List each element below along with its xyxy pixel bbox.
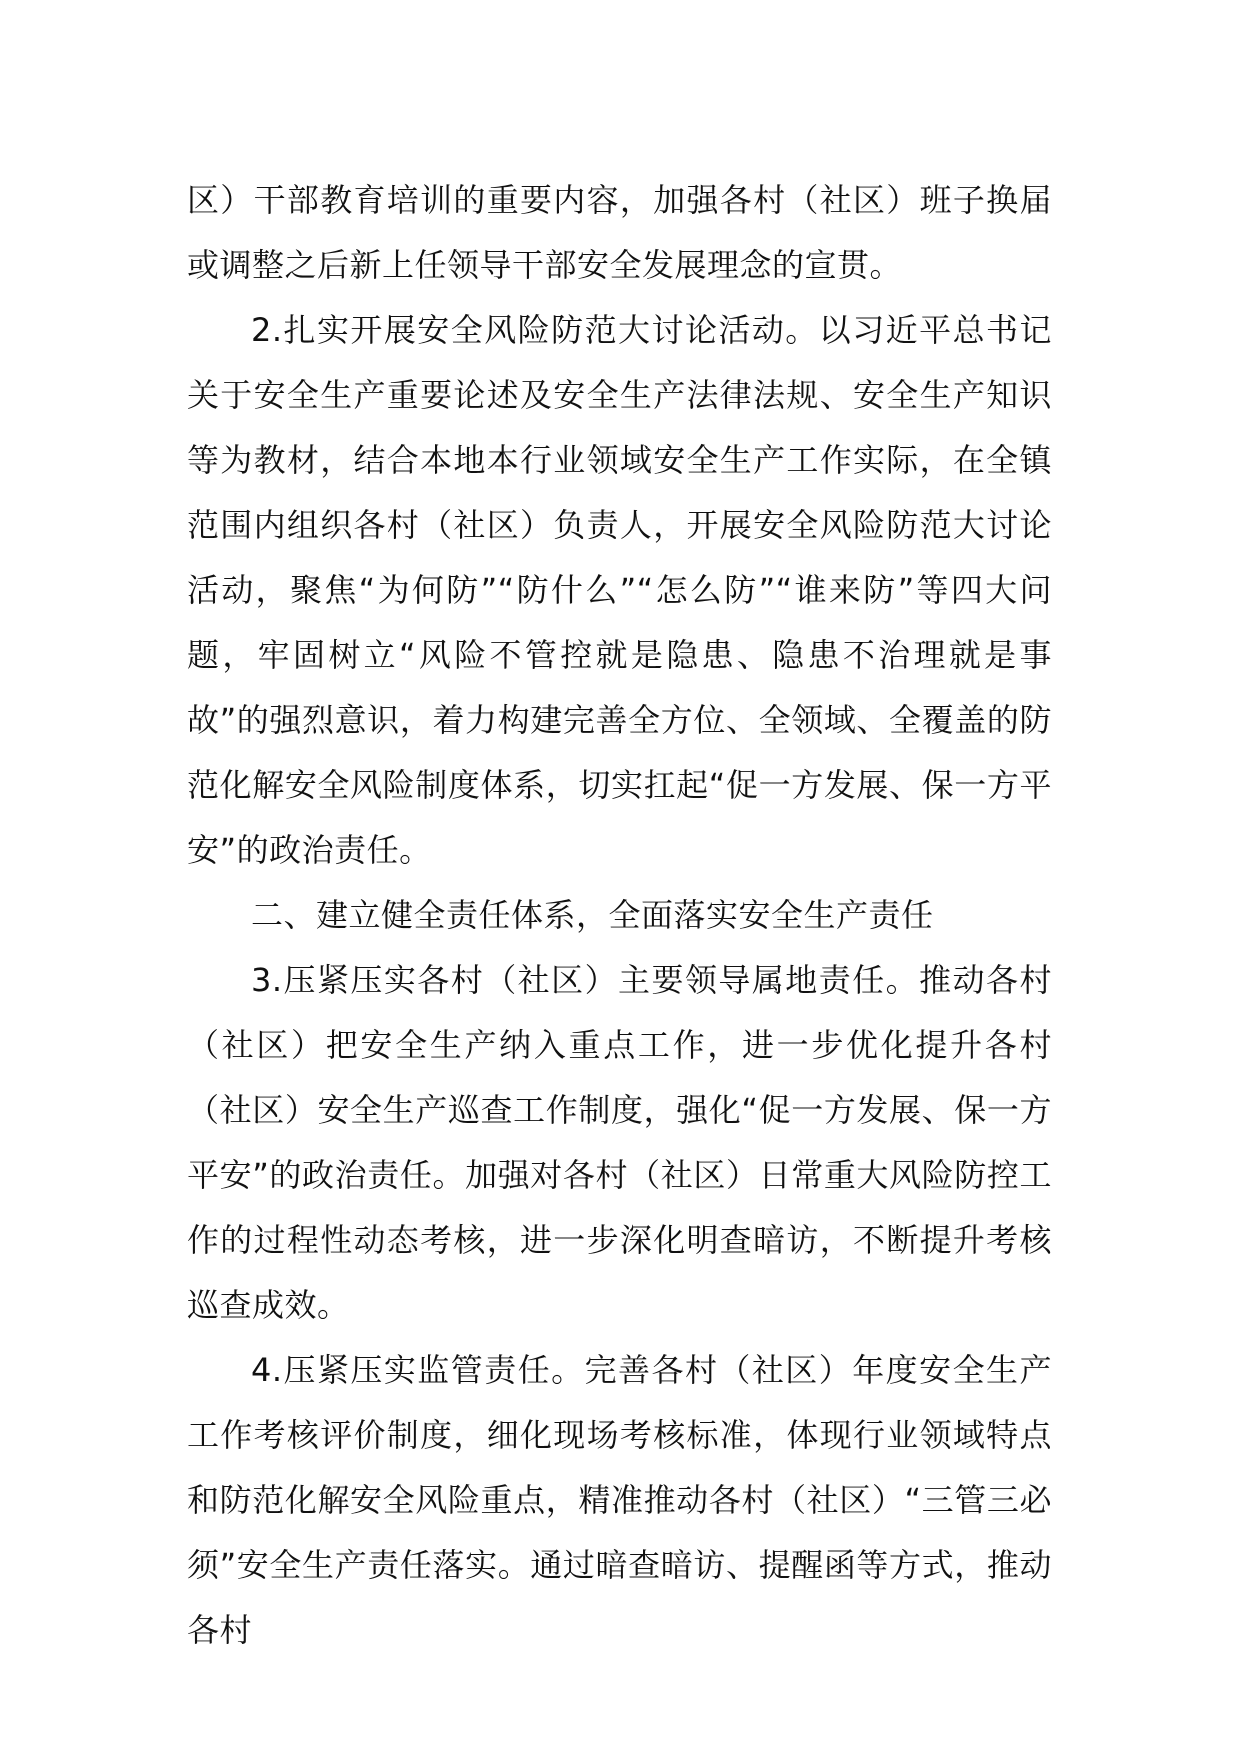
paragraph-item-3: 3.压紧压实各村（社区）主要领导属地责任。推动各村（社区）把安全生产纳入重点工作，进一步优化提升各村（社区）安全生产巡查工作制度，强化“促一方发展、保一方平安”的政治责任。加强对各村（社区）日常重大风险防控工作的过程性动态考核，进一步深化明查暗访，不断提升考核巡查成效。: [187, 961, 1052, 1324]
paragraph-item-2: 2.扎实开展安全风险防范大讨论活动。以习近平总书记关于安全生产重要论述及安全生产法律法规、安全生产知识等为教材，结合本地本行业领域安全生产工作实际，在全镇范围内组织各村（社区）负责人，开展安全风险防范大讨论活动，聚焦“为何防”“防什么”“怎么防”“谁来防”等四大问题，牢固树立“风险不管控就是隐患、隐患不治理就是事故”的强烈意识，着力构建完善全方位、全领域、全覆盖的防范化解安全风险制度体系，切实扛起“促一方发展、保一方平安”的政治责任。: [187, 311, 1052, 869]
document-body: [187, 168, 1052, 1663]
section-heading-2: 二、建立健全责任体系，全面落实安全生产责任: [251, 896, 934, 934]
paragraph-continuation: 区）干部教育培训的重要内容，加强各村（社区）班子换届或调整之后新上任领导干部安全发展理念的宣贯。: [187, 181, 1052, 284]
paragraph-item-4: 4.压紧压实监管责任。完善各村（社区）年度安全生产工作考核评价制度，细化现场考核标准，体现行业领域特点和防范化解安全风险重点，精准推动各村（社区）“三管三必须”安全生产责任落实。通过暗查暗访、提醒函等方式，推动各村: [187, 1351, 1052, 1649]
